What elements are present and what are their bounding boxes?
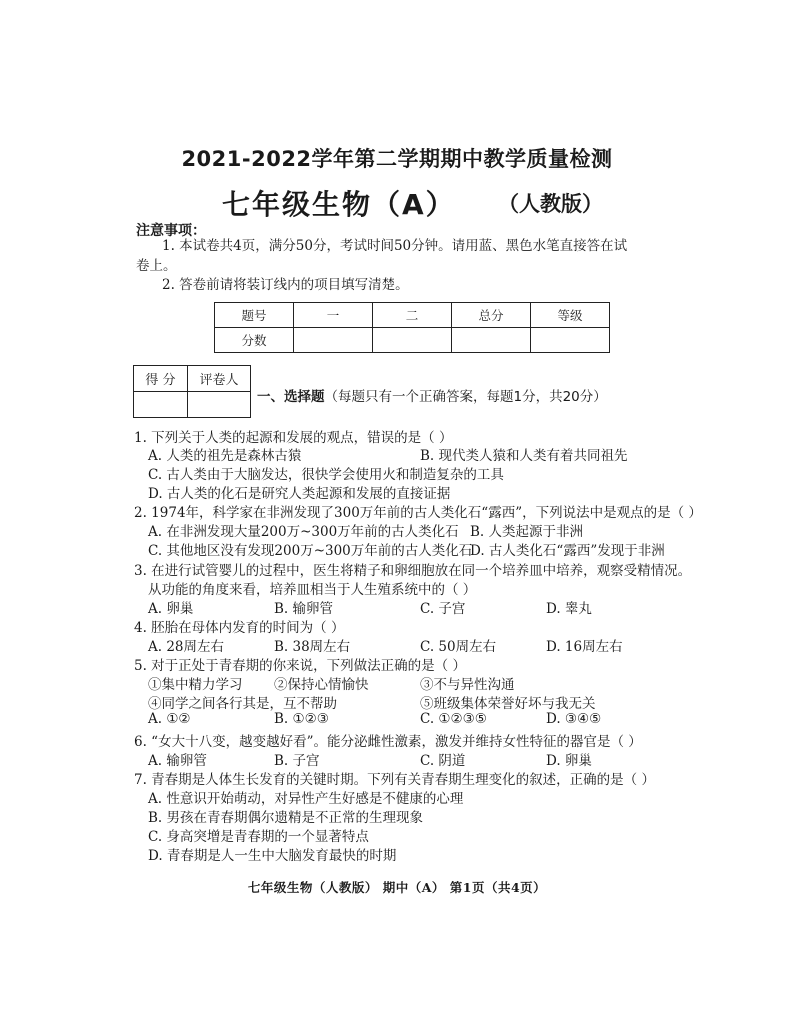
question-5-option-a[interactable]: A. ①② [148, 711, 191, 727]
notice-item-1: 1. 本试卷共4页，满分50分，考试时间50分钟。请用蓝、黑色水笔直接答在试 [162, 238, 628, 254]
question-3-option-d[interactable]: D. 睾丸 [546, 601, 592, 617]
exam-subtitle: 七年级生物（A） [222, 188, 456, 221]
grader-score-field[interactable] [134, 392, 188, 418]
score-input-total[interactable] [452, 328, 531, 353]
notice-heading: 注意事项： [136, 223, 206, 239]
question-2-option-a[interactable]: A. 在非洲发现大量200万~300万年前的古人类化石 [148, 524, 459, 540]
question-4-stem: 4. 胚胎在母体内发育的时间为（ ） [134, 620, 345, 636]
question-5-statement-4: ④同学之间各行其是，互不帮助 [148, 696, 337, 712]
score-cell-part2: 二 [373, 303, 452, 328]
grader-name-label: 评卷人 [188, 366, 251, 392]
question-7-option-a[interactable]: A. 性意识开始萌动，对异性产生好感是不健康的心理 [148, 791, 464, 807]
score-table [214, 302, 610, 353]
question-5-statement-1: ①集中精力学习 [148, 677, 243, 693]
question-1-option-b[interactable]: B. 现代类人猿和人类有着共同祖先 [420, 448, 628, 464]
question-6-option-a[interactable]: A. 输卵管 [148, 753, 207, 769]
question-6-option-c[interactable]: C. 阴道 [420, 753, 466, 769]
score-input-part1[interactable] [294, 328, 373, 353]
score-cell-label: 题号 [215, 303, 294, 328]
exam-edition: （人教版） [498, 192, 603, 216]
question-7-option-b[interactable]: B. 男孩在青春期偶尔遗精是不正常的生理现象 [148, 810, 424, 826]
score-table-header-row [215, 303, 610, 328]
notice-item-2: 2. 答卷前请将装订线内的项目填写清楚。 [162, 277, 409, 293]
grader-table [133, 365, 251, 418]
question-3-stem: 3. 在进行试管婴儿的过程中，医生将精子和卵细胞放在同一个培养皿中培养，观察受精情况。 [134, 563, 692, 579]
question-2-option-d[interactable]: D. 古人类化石“露西”发现于非洲 [470, 543, 665, 559]
question-7-option-c[interactable]: C. 身高突增是青春期的一个显著特点 [148, 829, 369, 845]
question-5-statement-3: ③不与异性沟通 [420, 677, 515, 693]
question-7-option-d[interactable]: D. 青春期是人一生中大脑发育最快的时期 [148, 848, 397, 864]
score-cell-grade: 等级 [531, 303, 610, 328]
question-3-option-a[interactable]: A. 卵巢 [148, 601, 194, 617]
question-7-stem: 7. 青春期是人体生长发育的关键时期。下列有关青春期生理变化的叙述，正确的是（ ） [134, 772, 655, 788]
question-1-option-a[interactable]: A. 人类的祖先是森林古猿 [148, 448, 302, 464]
question-5-statement-2: ②保持心情愉快 [274, 677, 369, 693]
section-heading [257, 385, 607, 405]
question-4-option-d[interactable]: D. 16周左右 [546, 639, 623, 655]
section-title: 一、选择题 [257, 389, 325, 405]
question-1-option-c[interactable]: C. 古人类由于大脑发达，很快学会使用火和制造复杂的工具 [148, 467, 504, 483]
question-1-stem: 1. 下列关于人类的起源和发展的观点，错误的是（ ） [134, 430, 453, 446]
question-6-option-d[interactable]: D. 卵巢 [546, 753, 592, 769]
question-4-option-b[interactable]: B. 38周左右 [274, 639, 351, 655]
score-input-part2[interactable] [373, 328, 452, 353]
question-5-stem: 5. 对于正处于青春期的你来说，下列做法正确的是（ ） [134, 658, 466, 674]
question-5-option-c[interactable]: C. ①②③⑤ [420, 711, 487, 727]
question-4-option-c[interactable]: C. 50周左右 [420, 639, 497, 655]
question-2-stem: 2. 1974年，科学家在非洲发现了300万年前的古人类化石“露西”，下列说法中是观点的是（ ） [134, 505, 702, 521]
section-note: （每题只有一个正确答案，每题1分，共20分） [324, 389, 607, 405]
score-table-value-row [215, 328, 610, 353]
page-footer: 七年级生物（人教版） 期中（A） 第1页（共4页） [247, 880, 547, 895]
score-input-grade[interactable] [531, 328, 610, 353]
question-5-statement-5: ⑤班级集体荣誉好坏与我无关 [420, 696, 596, 712]
question-2-option-c[interactable]: C. 其他地区没有发现200万~300万年前的古人类化石 [148, 543, 473, 559]
question-6-option-b[interactable]: B. 子宫 [274, 753, 320, 769]
question-4-option-a[interactable]: A. 28周左右 [148, 639, 225, 655]
score-cell-total: 总分 [452, 303, 531, 328]
question-5-option-b[interactable]: B. ①②③ [274, 711, 329, 727]
grader-score-label: 得 分 [134, 366, 188, 392]
score-cell-label: 分数 [215, 328, 294, 353]
notice-item-1-cont: 卷上。 [136, 258, 177, 274]
question-3-stem-cont: 从功能的角度来看，培养皿相当于人生殖系统中的（ ） [148, 582, 477, 598]
question-2-option-b[interactable]: B. 人类起源于非洲 [470, 524, 584, 540]
question-6-stem: 6. “女大十八变，越变越好看”。能分泌雌性激素，激发并维持女性特征的器官是（ ） [134, 734, 642, 750]
score-cell-part1: 一 [294, 303, 373, 328]
question-3-option-c[interactable]: C. 子宫 [420, 601, 466, 617]
question-3-option-b[interactable]: B. 输卵管 [274, 601, 334, 617]
question-1-option-d[interactable]: D. 古人类的化石是研究人类起源和发展的直接证据 [148, 486, 451, 502]
grader-name-field[interactable] [188, 392, 251, 418]
exam-title: 2021-2022学年第二学期期中教学质量检测 [181, 147, 613, 171]
question-5-option-d[interactable]: D. ③④⑤ [546, 711, 602, 727]
